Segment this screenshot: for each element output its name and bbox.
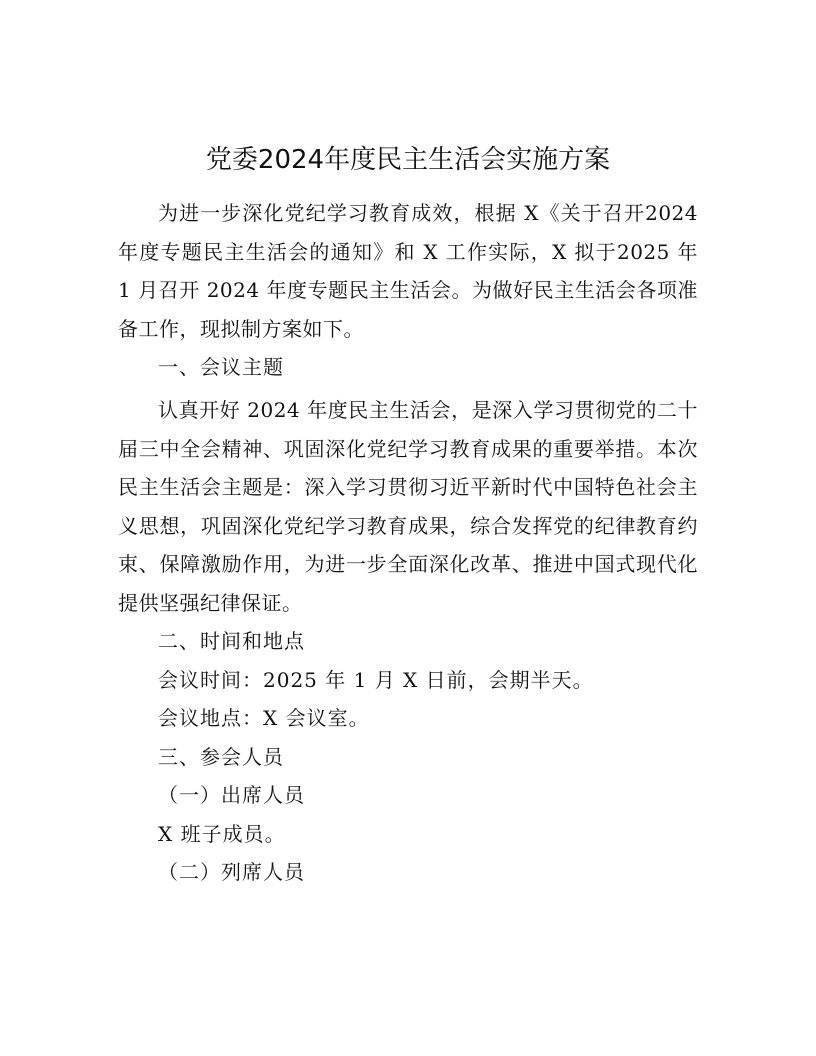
theme-paragraph: 认真开好 2024 年度民主生活会，是深入学习贯彻党的二十届三中全会精神、巩固深化党纪学习教育成果的重要举措。本次民主生活会主题是：深入学习贯彻习近平新时代中国特色社会主义思想，巩固深化党纪学习教育成果，综合发挥党的纪律教育约束、保障激励作用，为进一步全面深化改革、推进中国式现代化提供坚强纪律保证。	[118, 398, 698, 615]
document-title: 党委2024年度民主生活会实施方案	[205, 145, 611, 175]
subheading-attending: （一）出席人员	[158, 783, 305, 807]
document-body	[118, 194, 698, 892]
attending-members: X 班子成员。	[158, 821, 286, 846]
section-heading-attendees: 三、参会人员	[158, 744, 284, 769]
meeting-place: 会议地点：X 会议室。	[158, 706, 370, 730]
meeting-time: 会议时间：2025 年 1 月 X 日前，会期半天。	[158, 667, 594, 692]
intro-paragraph: 为进一步深化党纪学习教育成效，根据 X《关于召开2024 年度专题民主生活会的通知》和 X 工作实际，X 拟于2025 年 1 月召开 2024 年度专题民主生活会。为做好民主生活会各项准备工作，现拟制方案如下。	[118, 201, 698, 341]
section-heading-theme: 一、会议主题	[158, 355, 284, 379]
subheading-observers: （二）列席人员	[158, 860, 305, 884]
section-heading-time-place: 二、时间和地点	[158, 629, 305, 653]
